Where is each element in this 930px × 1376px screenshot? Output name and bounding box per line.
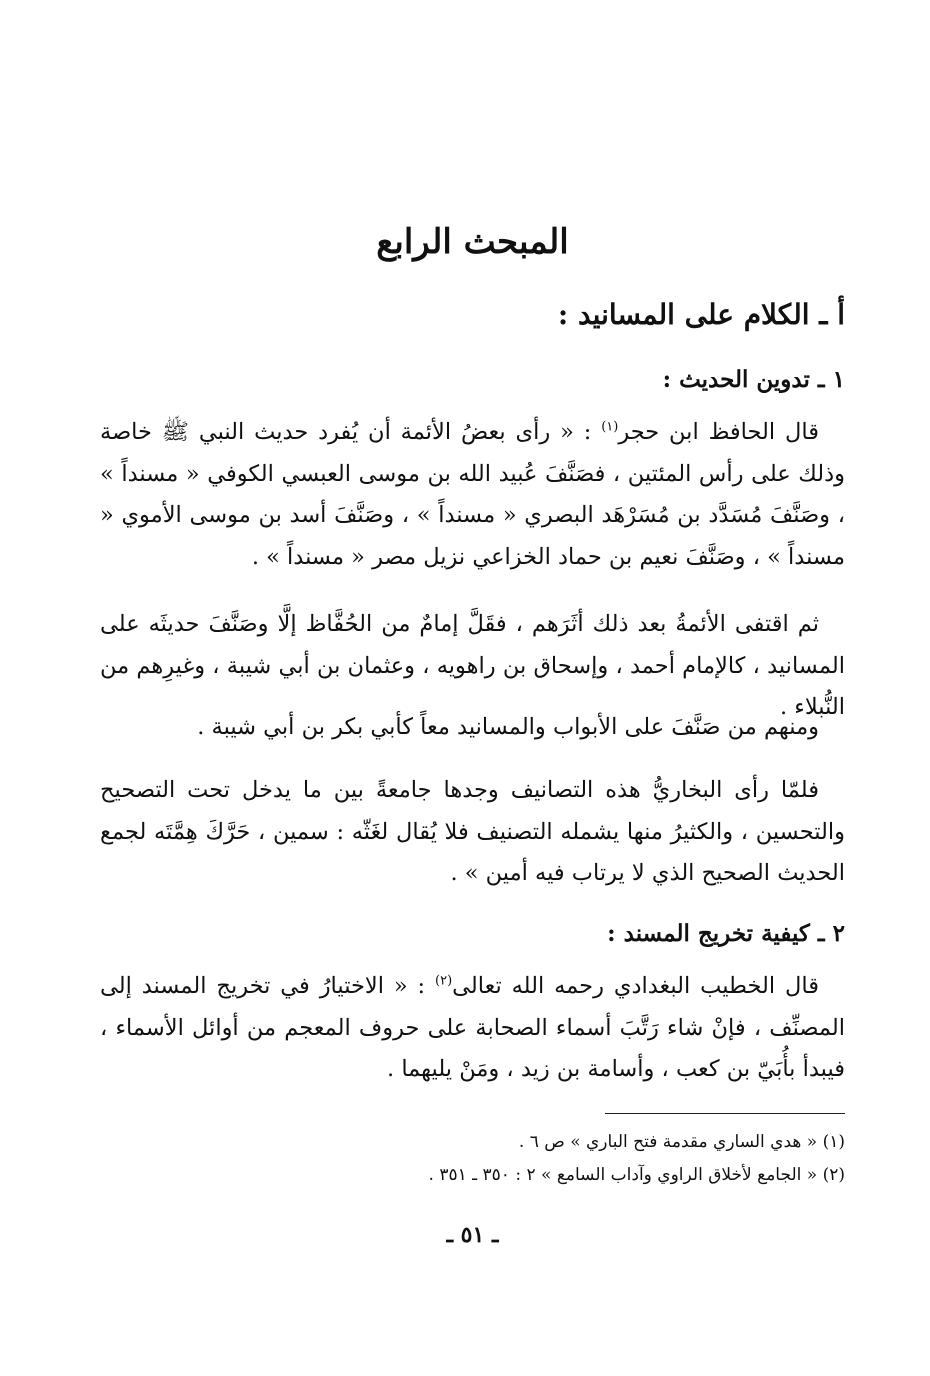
paragraph-5 [100, 966, 845, 1091]
footnote-2: (٢) « الجامع لأخلاق الراوي وآداب السامع » ٢ : ٣٥٠ ـ ٣٥١ . [428, 1165, 845, 1185]
paragraph-2-text: ثم اقتفى الأئمةُ بعد ذلك أثَرَهم ، فقَلَّ إمامٌ من الحُفَّاظ إلَّا وصَنَّفَ حديثَه على المسانيد ، كالإمام أحمد ، وإسحاق بن راهويه ، وعثمان بن أبي شيبة ، وغيرِهم من النُّبلاء . [100, 611, 845, 720]
paragraph-3-text: ومنهم من صَنَّفَ على الأبواب والمسانيد معاً كأبي بكر بن أبي شيبة . [197, 714, 819, 740]
paragraph-4 [100, 770, 845, 895]
section-a-heading: أ ـ الكلام على المسانيد : [557, 298, 845, 331]
subsection-2-heading: ٢ ـ كيفية تخريج المسند : [607, 920, 845, 947]
subsection-1-heading: ١ ـ تدوين الحديث : [662, 366, 845, 393]
footnote-1: (١) « هدي الساري مقدمة فتح الباري » ص ٦ . [518, 1132, 845, 1152]
footnote-divider [605, 1113, 845, 1114]
footnotes [100, 1126, 845, 1192]
paragraph-3 [100, 707, 845, 749]
page-number: ـ ٥١ ـ [446, 1222, 499, 1248]
paragraph-5-body: : « الاختيارُ في تخريج المسند إلى المصنِّف ، فإنْ شاء رَتَّبَ أسماء الصحابة على حروف المعجم من أوائل الأسماء ، فيبدأ بأُبَيّ بن كعب ، وأسامة بن زيد ، ومَنْ يليهما . [100, 973, 845, 1082]
footnote-ref-1[interactable]: (١) [601, 419, 619, 435]
chapter-title: المبحث الرابع [376, 222, 569, 262]
paragraph-4-text: فلمّا رأى البخاريُّ هذه التصانيف وجدها جامعةً بين ما يدخل تحت التصحيح والتحسين ، والكثيرُ منها يشمله التصنيف فلا يُقال لغَثّه : سمين ، حَرَّكَ هِمَّتَه لجمع الحديث الصحيح الذي لا يرتاب فيه أمين » . [100, 777, 845, 886]
paragraph-5-lead: قال الخطيب البغدادي رحمه الله تعالى [452, 973, 819, 999]
paragraph-1-body: : « رأى بعضُ الأئمة أن يُفرد حديث النبي ﷺ خاصة وذلك على رأس المئتين ، فصَنَّفَ عُبيد الله بن موسى العبسي الكوفي « مسنداً » ، وصَنَّفَ مُسَدَّد بن مُسَرْهَد البصري « مسنداً » ، وصَنَّفَ أسد بن موسى الأموي « مسنداً » ، وصَنَّفَ نعيم بن حماد الخزاعي نزيل مصر « مسنداً » . [100, 419, 845, 570]
book-page [100, 0, 845, 1376]
paragraph-1-lead: قال الحافظ ابن حجر [618, 419, 819, 445]
footnote-ref-2[interactable]: (٢) [435, 973, 453, 989]
paragraph-1 [100, 412, 845, 578]
